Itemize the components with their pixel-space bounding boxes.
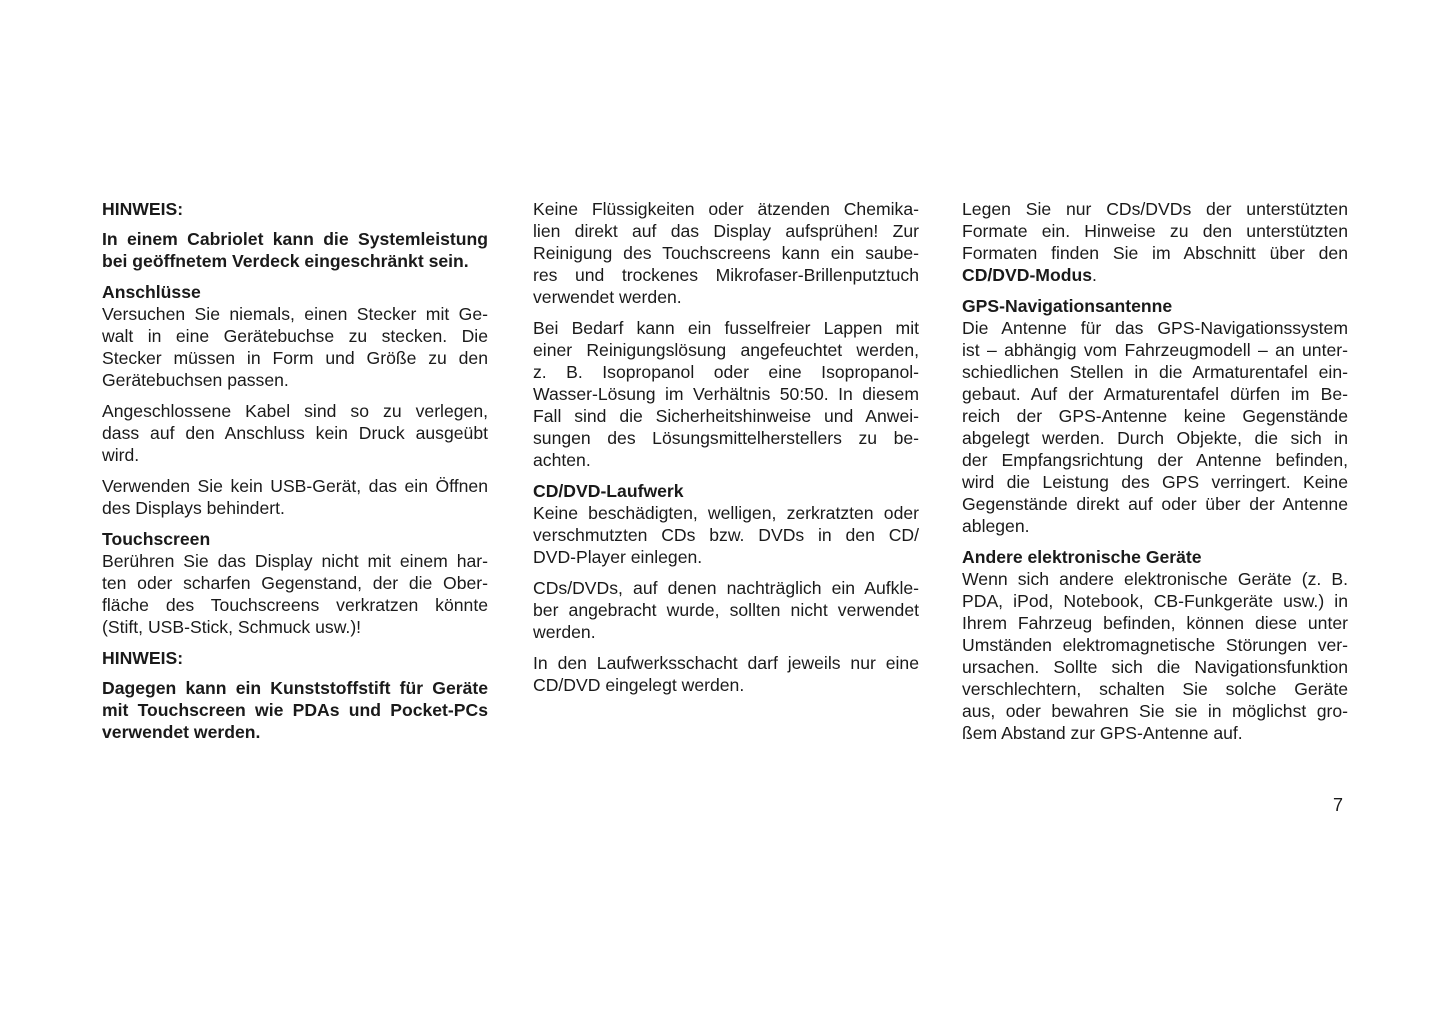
text-line: Ihrem Fahrzeug befinden, können diese unter	[962, 613, 1348, 633]
text-line: sungen des Lösungsmittelherstellers zu be-	[533, 428, 919, 448]
text-line: CD/DVD eingelegt werden.	[533, 675, 745, 695]
text-line: Bei Bedarf kann ein fusselfreier Lappen mit	[533, 318, 919, 338]
text-line: lien direkt auf das Display aufsprühen! Zur	[533, 221, 919, 241]
text-line: res und trockenes Mikrofaser-Brillenputztuch	[533, 265, 919, 285]
page-number: 7	[1333, 795, 1344, 815]
text-line: verschlechtern, schalten Sie solche Geräte	[962, 679, 1348, 699]
text-line: Wasser-Lösung im Verhältnis 50:50. In diesem	[533, 384, 919, 404]
paragraph	[533, 317, 919, 471]
section-heading-anschluesse: Anschlüsse	[102, 282, 201, 302]
paragraph	[102, 550, 488, 638]
paragraph	[102, 400, 488, 466]
text-line: ten oder scharfen Gegenstand, der die Ober-	[102, 573, 488, 593]
text-line: Formaten finden Sie im Abschnitt über den	[962, 243, 1348, 263]
section-heading-cd-dvd: CD/DVD-Laufwerk	[533, 481, 684, 501]
text-line: (Stift, USB-Stick, Schmuck usw.)!	[102, 617, 362, 637]
text-line: Berühren Sie das Display nicht mit einem har-	[102, 551, 488, 571]
text-line: schiedlichen Stellen in die Armaturentafel ein-	[962, 362, 1348, 382]
text-line: Keine Flüssigkeiten oder ätzenden Chemika-	[533, 199, 919, 219]
text-line	[962, 264, 1348, 286]
note-text	[102, 677, 488, 743]
text-line: DVD-Player einlegen.	[533, 547, 703, 567]
text-line: wird die Leistung des GPS verringert. Keine	[962, 472, 1348, 492]
text-line: verwendet werden.	[102, 722, 261, 742]
text-line: z. B. Isopropanol oder eine Isopropanol-	[533, 362, 919, 382]
column-right	[962, 198, 1348, 753]
text-line: abgelegt werden. Durch Objekte, die sich in	[962, 428, 1348, 448]
text-line: Dagegen kann ein Kunststoffstift für Geräte	[102, 678, 488, 698]
text-line: Verwenden Sie kein USB-Gerät, das ein Öffnen	[102, 476, 488, 496]
note-text	[102, 228, 488, 272]
text-line: dass auf den Anschluss kein Druck ausgeübt	[102, 423, 488, 443]
paragraph	[533, 652, 919, 696]
text-line: der Empfangsrichtung der Antenne befinden,	[962, 450, 1348, 470]
cd-dvd-mode-reference: CD/DVD-Modus	[962, 265, 1092, 285]
text-line: verwendet werden.	[533, 287, 682, 307]
text-line: Versuchen Sie niemals, einen Stecker mit Ge-	[102, 304, 488, 324]
text-line: Legen Sie nur CDs/DVDs der unterstützten	[962, 199, 1348, 219]
text-line: Die Antenne für das GPS-Navigationssystem	[962, 318, 1348, 338]
paragraph	[533, 198, 919, 308]
text-line: walt in eine Gerätebuchse zu stecken. Die	[102, 326, 488, 346]
text-line: achten.	[533, 450, 591, 470]
section-heading-gps: GPS-Navigationsantenne	[962, 296, 1173, 316]
text-line: gebaut. Auf der Armaturentafel dürfen im Be-	[962, 384, 1348, 404]
punctuation: .	[1092, 265, 1097, 285]
text-line: werden.	[533, 622, 596, 642]
section-heading-touchscreen: Touchscreen	[102, 529, 211, 549]
text-line: verschmutzten CDs bzw. DVDs in den CD/	[533, 525, 919, 545]
paragraph	[962, 198, 1348, 286]
paragraph	[102, 303, 488, 391]
text-line: Stecker müssen in Form und Größe zu den	[102, 348, 488, 368]
text-line: reich der GPS-Antenne keine Gegenstände	[962, 406, 1348, 426]
text-line: einer Reinigungslösung angefeuchtet werden,	[533, 340, 919, 360]
text-line: ist – abhängig vom Fahrzeugmodell – an unter-	[962, 340, 1348, 360]
section-heading-other-devices: Andere elektronische Geräte	[962, 547, 1202, 567]
text-line: Fall sind die Sicherheitshinweise und Anwei-	[533, 406, 919, 426]
text-line: wird.	[102, 445, 140, 465]
paragraph	[962, 317, 1348, 537]
text-line: CDs/DVDs, auf denen nachträglich ein Aufkle-	[533, 578, 919, 598]
text-line: In einem Cabriolet kann die Systemleistung	[102, 229, 488, 249]
text-line: Reinigung des Touchscreens kann ein saube-	[533, 243, 919, 263]
note-label: HINWEIS:	[102, 648, 184, 668]
text-line: mit Touchscreen wie PDAs und Pocket-PCs	[102, 700, 488, 720]
text-line: bei geöffnetem Verdeck eingeschränkt sein.	[102, 251, 469, 271]
text-line: des Displays behindert.	[102, 498, 285, 518]
text-line: Umständen elektromagnetische Störungen ver-	[962, 635, 1348, 655]
text-line: Angeschlossene Kabel sind so zu verlegen,	[102, 401, 488, 421]
text-line: PDA, iPod, Notebook, CB-Funkgeräte usw.) in	[962, 591, 1348, 611]
text-line: Keine beschädigten, welligen, zerkratzten oder	[533, 503, 919, 523]
text-line: fläche des Touchscreens verkratzen könnte	[102, 595, 488, 615]
paragraph	[962, 568, 1348, 744]
text-line: ursachen. Sollte sich die Navigationsfunktion	[962, 657, 1348, 677]
paragraph	[102, 475, 488, 519]
text-line: Wenn sich andere elektronische Geräte (z. B.	[962, 569, 1348, 589]
note-label: HINWEIS:	[102, 199, 184, 219]
column-middle	[533, 198, 919, 705]
paragraph	[533, 502, 919, 568]
text-line: ßem Abstand zur GPS-Antenne auf.	[962, 723, 1243, 743]
text-line: aus, oder bewahren Sie sie in möglichst gro-	[962, 701, 1348, 721]
paragraph	[533, 577, 919, 643]
text-line: ablegen.	[962, 516, 1030, 536]
text-line: Gerätebuchsen passen.	[102, 370, 289, 390]
text-line: In den Laufwerksschacht darf jeweils nur eine	[533, 653, 919, 673]
column-left	[102, 198, 488, 752]
text-line: Gegenstände direkt auf oder über der Antenne	[962, 494, 1348, 514]
text-line: Formate ein. Hinweise zu den unterstützten	[962, 221, 1348, 241]
text-line: ber angebracht wurde, sollten nicht verwendet	[533, 600, 919, 620]
